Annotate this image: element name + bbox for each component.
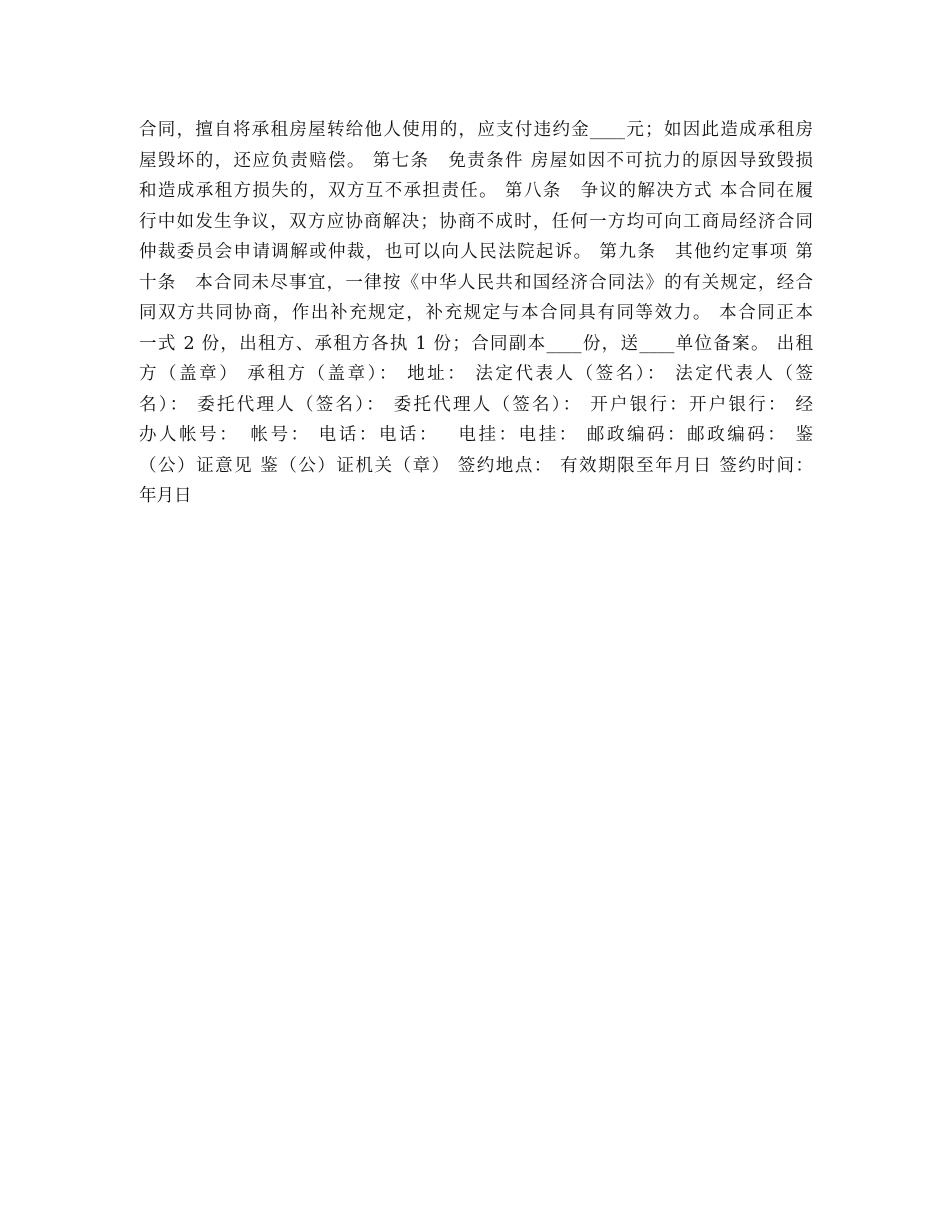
text-line: 合同，擅自将承租房屋转给他人使用的，应支付违约金____元；如因此造成承租房 bbox=[139, 120, 813, 140]
text-line: 年月日 bbox=[139, 486, 192, 506]
text-line: 行中如发生争议，双方应协商解决；协商不成时，任何一方均可向工商局经济合同 bbox=[139, 211, 813, 232]
text-line: 仲裁委员会申请调解或仲裁，也可以向人民法院起诉。 第九条 其他约定事项 第 bbox=[139, 242, 813, 262]
text-line: 同双方共同协商，作出补充规定，补充规定与本合同具有同等效力。 本合同正本 bbox=[139, 303, 813, 323]
text-line: 和造成承租方损失的，双方互不承担责任。 第八条 争议的解决方式 本合同在履 bbox=[139, 181, 813, 201]
text-line: 屋毁坏的，还应负责赔偿。 第七条 免责条件 房屋如因不可抗力的原因导致毁损 bbox=[139, 150, 813, 171]
text-line: 一式 2 份，出租方、承租方各执 1 份；合同副本____份，送____单位备案。 出租 bbox=[139, 333, 813, 354]
contract-body-text bbox=[139, 115, 813, 512]
text-line: 名）： 委托代理人（签名）： 委托代理人（签名）： 开户银行：开户银行： 经 bbox=[139, 394, 813, 415]
text-line: 十条 本合同未尽事宜，一律按《中华人民共和国经济合同法》的有关规定，经合 bbox=[139, 272, 813, 293]
text-line: （公）证意见 鉴（公）证机关（章） 签约地点： 有效期限至年月日 签约时间： bbox=[139, 455, 813, 476]
text-line: 方（盖章） 承租方（盖章）： 地址： 法定代表人（签名）： 法定代表人（签 bbox=[139, 364, 813, 384]
text-line: 办人帐号： 帐号： 电话：电话： 电挂：电挂： 邮政编码：邮政编码： 鉴 bbox=[139, 425, 813, 445]
